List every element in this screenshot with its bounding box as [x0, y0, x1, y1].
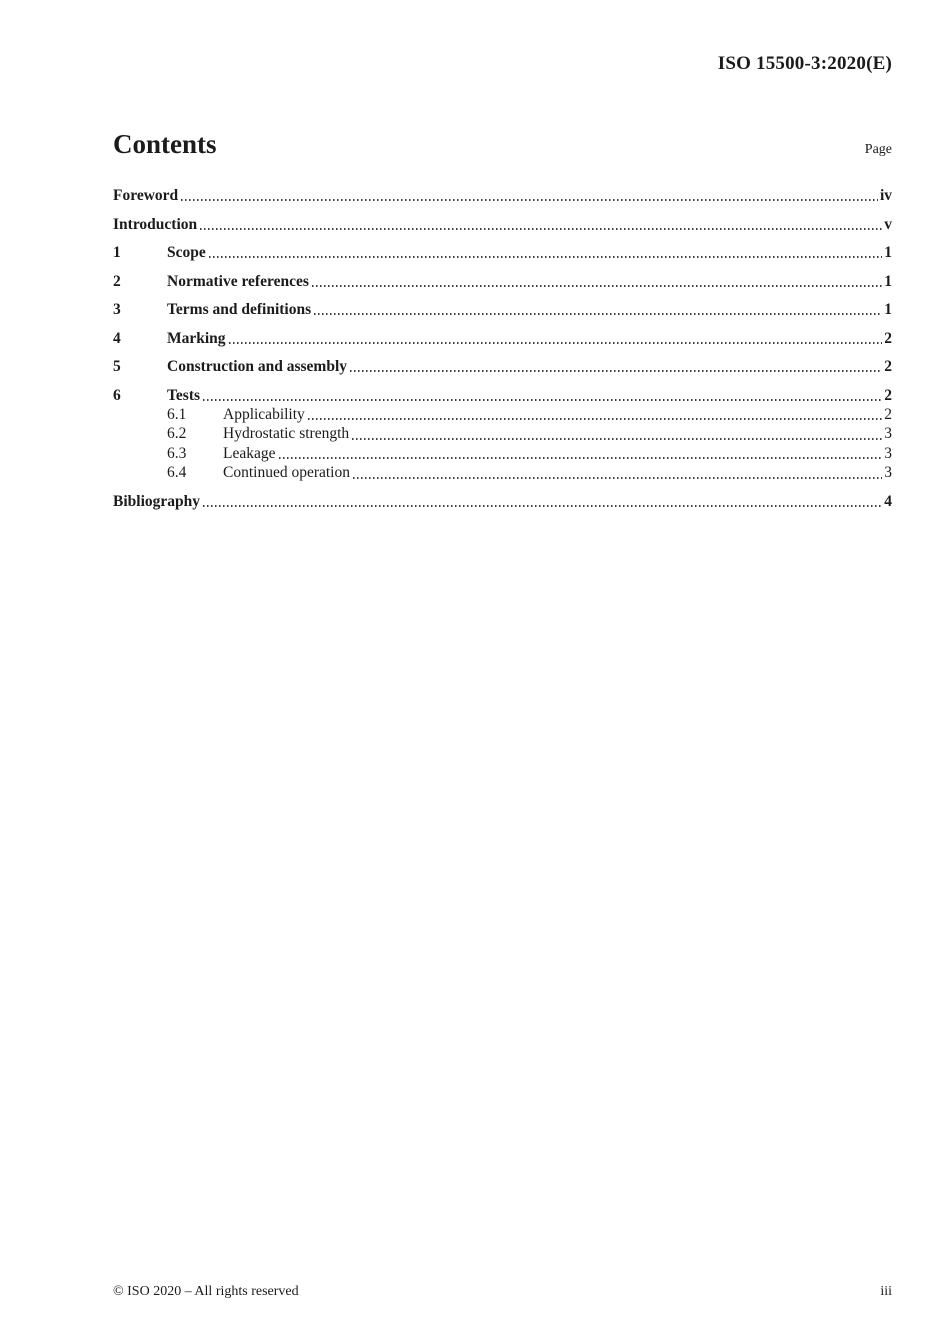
toc-entry-title: Construction and assembly — [167, 358, 347, 375]
toc-entry-4[interactable] — [113, 329, 892, 348]
toc-entry-2[interactable] — [113, 272, 892, 291]
page-column-label: Page — [864, 142, 892, 157]
toc-dotted-leader — [279, 457, 883, 459]
toc-entry-number: 6.4 — [167, 464, 187, 481]
toc-entry-page-number: 2 — [884, 358, 892, 375]
toc-entry-foreword[interactable] — [113, 186, 892, 205]
toc-entry-5[interactable] — [113, 357, 892, 376]
toc-entry-title: Hydrostatic strength — [223, 425, 350, 442]
toc-dotted-leader — [314, 313, 882, 315]
page-title: Contents — [113, 129, 217, 159]
toc-entry-page-number: 1 — [884, 272, 892, 290]
folio-page-number: iii — [880, 1284, 892, 1299]
toc-entry-page-number: 1 — [884, 244, 892, 261]
toc-entry-title: Introduction — [113, 215, 198, 233]
toc-entry-title: Tests — [167, 386, 201, 404]
toc-dotted-leader — [209, 256, 883, 258]
toc-entry-6.2[interactable] — [113, 424, 892, 444]
toc-entry-number: 1 — [113, 244, 121, 261]
copyright-notice: © ISO 2020 – All rights reserved — [113, 1284, 299, 1299]
page-footer — [113, 1284, 892, 1300]
toc-dotted-leader — [203, 399, 882, 401]
toc-entry-number: 2 — [113, 272, 121, 290]
toc-dotted-leader — [308, 418, 882, 420]
toc-entry-1[interactable] — [113, 243, 892, 262]
toc-entry-title: Applicability — [223, 405, 305, 423]
toc-entry-number: 6.3 — [167, 444, 187, 462]
toc-entry-page-number: 3 — [884, 464, 892, 481]
toc-entry-bibliography[interactable] — [113, 492, 892, 511]
toc-dotted-leader — [200, 228, 882, 230]
toc-entry-6.4[interactable] — [113, 463, 892, 483]
toc-entry-page-number: 3 — [884, 425, 892, 442]
toc-entry-6.3[interactable] — [113, 444, 892, 464]
toc-entry-title: Leakage — [223, 444, 276, 462]
toc-entry-page-number: 2 — [884, 329, 892, 347]
toc-entry-3[interactable] — [113, 300, 892, 319]
toc-entry-title: Bibliography — [113, 493, 200, 510]
toc-entry-6[interactable] — [113, 386, 892, 405]
toc-entry-page-number: v — [884, 215, 892, 233]
toc-entry-title: Foreword — [113, 187, 179, 204]
toc-dotted-leader — [350, 370, 882, 372]
toc-entry-number: 5 — [113, 358, 121, 375]
toc-entry-6.1[interactable] — [113, 405, 892, 425]
toc-dotted-leader — [312, 285, 882, 287]
toc-entry-page-number: 3 — [884, 444, 892, 462]
toc-dotted-leader — [229, 342, 883, 344]
toc-entry-title: Terms and definitions — [167, 301, 312, 318]
toc-entry-page-number: 1 — [884, 301, 892, 318]
toc-entry-number: 6.1 — [167, 405, 187, 423]
toc-entry-title: Marking — [167, 329, 226, 347]
toc-entry-title: Scope — [167, 244, 206, 261]
toc-entry-page-number: 2 — [884, 386, 892, 404]
toc-entry-introduction[interactable] — [113, 215, 892, 234]
toc-entry-number: 4 — [113, 329, 121, 347]
toc-entry-page-number: iv — [879, 187, 892, 204]
toc-entry-number: 6.2 — [167, 425, 187, 442]
document-reference: ISO 15500-3:2020(E) — [717, 53, 892, 74]
toc-entry-number: 3 — [113, 301, 121, 318]
toc-dotted-leader — [353, 477, 882, 479]
toc-dotted-leader — [203, 505, 882, 507]
toc-entry-title: Continued operation — [223, 464, 350, 481]
toc-entry-number: 6 — [113, 386, 121, 404]
toc-dotted-leader — [181, 199, 878, 201]
toc-entry-title: Normative references — [167, 272, 309, 290]
toc-entry-page-number: 2 — [884, 405, 892, 423]
table-of-contents — [113, 186, 892, 511]
toc-entry-page-number: 4 — [884, 493, 892, 510]
toc-dotted-leader — [352, 438, 882, 440]
